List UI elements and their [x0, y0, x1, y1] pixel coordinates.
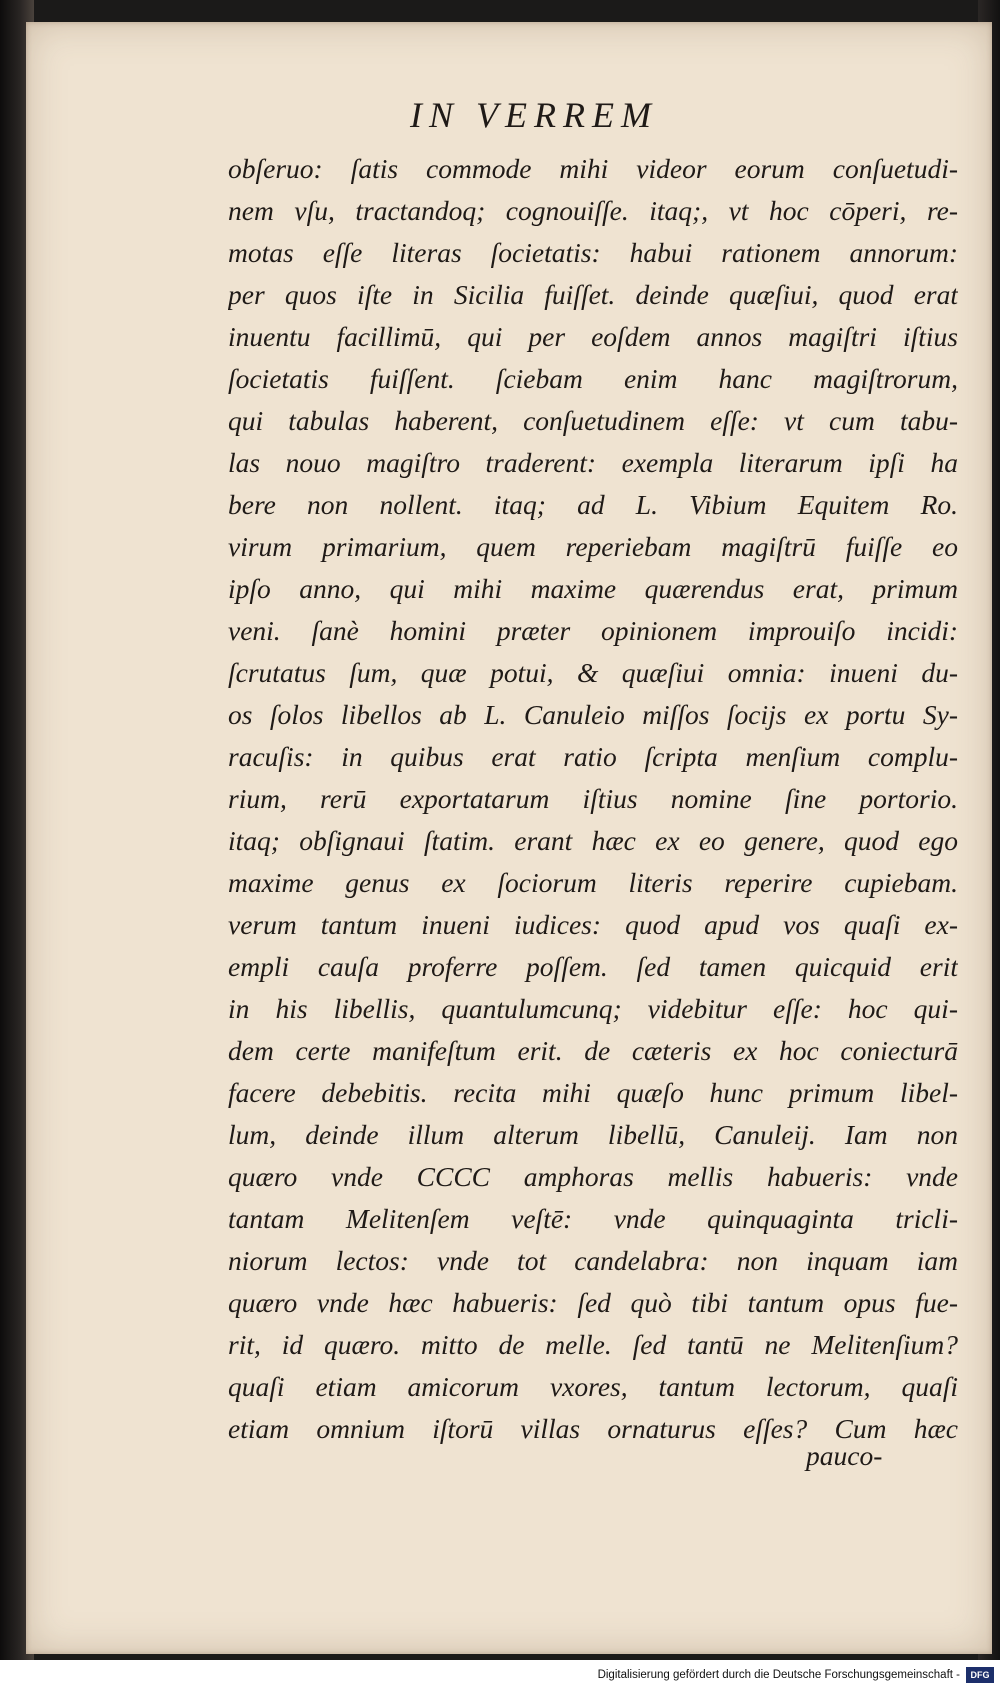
text-line: itaq; obſignaui ſtatim. erant hæc ex eo genere, quod ego — [228, 825, 958, 856]
text-line: per quos iſte in Sicilia fuiſſet. deinde quæſiui, quod erat — [228, 279, 958, 310]
text-line: verum tantum inueni iudices: quod apud vos quaſi ex- — [228, 909, 958, 940]
text-line: ipſo anno, qui mihi maxime quærendus erat, primum — [228, 573, 958, 604]
dfg-logo: DFG — [966, 1667, 994, 1683]
text-line: nem vſu, tractandoq; cognouiſſe. itaq;, vt hoc cōperi, re- — [228, 195, 958, 226]
text-line: ſcrutatus ſum, quæ potui, & quæſiui omnia: inueni du- — [228, 657, 958, 688]
text-line: empli cauſa proferre poſſem. ſed tamen quicquid erit — [228, 951, 958, 982]
text-line: racuſis: in quibus erat ratio ſcripta menſium complu- — [228, 741, 958, 772]
text-line: maxime genus ex ſociorum literis reperire cupiebam. — [228, 867, 958, 898]
text-line: inuentu facillimū, qui per eoſdem annos magiſtri iſtius — [228, 321, 958, 352]
text-block — [228, 148, 958, 1450]
text-line: quæro vnde CCCC amphoras mellis habueris: vnde — [228, 1161, 958, 1192]
text-line: ſocietatis fuiſſent. ſciebam enim hanc magiſtrorum, — [228, 363, 958, 394]
text-line: niorum lectos: vnde tot candelabra: non inquam iam — [228, 1245, 958, 1276]
digitization-credit: Digitalisierung gefördert durch die Deutsche Forschungsgemeinschaft - — [597, 1669, 960, 1681]
text-line: veni. ſanè homini præter opinionem improuiſo incidi: — [228, 615, 958, 646]
text-line: lum, deinde illum alterum libellū, Canuleij. Iam non — [228, 1119, 958, 1150]
text-line: rium, rerū exportatarum iſtius nomine ſine portorio. — [228, 783, 958, 814]
text-line: os ſolos libellos ab L. Canuleio miſſos ſocijs ex portu Sy- — [228, 699, 958, 730]
text-line: quæro vnde hæc habueris: ſed quò tibi tantum opus fue- — [228, 1287, 958, 1318]
text-line: qui tabulas haberent, conſuetudinem eſſe: vt cum tabu- — [228, 405, 958, 436]
catchword: pauco- — [806, 1440, 883, 1471]
text-line: rit, id quæro. mitto de melle. ſed tantū ne Melitenſium? — [228, 1329, 958, 1360]
text-line: virum primarium, quem reperiebam magiſtrū fuiſſe eo — [228, 531, 958, 562]
text-line: obſeruo: ſatis commode mihi videor eorum conſuetudi- — [228, 153, 958, 184]
text-line: las nouo magiſtro traderent: exempla literarum ipſi ha — [228, 447, 958, 478]
text-line: tantam Melitenſem veſtē: vnde quinquaginta tricli- — [228, 1203, 958, 1234]
running-head: IN VERREM — [410, 95, 658, 135]
text-line: motas eſſe literas ſocietatis: habui rationem annorum: — [228, 237, 958, 268]
text-line: quaſi etiam amicorum vxores, tantum lectorum, quaſi — [228, 1371, 958, 1402]
text-line: facere debebitis. recita mihi quæſo hunc primum libel- — [228, 1077, 958, 1108]
text-line: bere non nollent. itaq; ad L. Vibium Equitem Ro. — [228, 489, 958, 520]
text-line: in his libellis, quantulumcunq; videbitur eſſe: hoc qui- — [228, 993, 958, 1024]
text-line: dem certe manifeſtum erit. de cæteris ex hoc coniecturā — [228, 1035, 958, 1066]
text-line: etiam omnium iſtorū villas ornaturus eſſes? Cum hæc — [228, 1413, 958, 1444]
